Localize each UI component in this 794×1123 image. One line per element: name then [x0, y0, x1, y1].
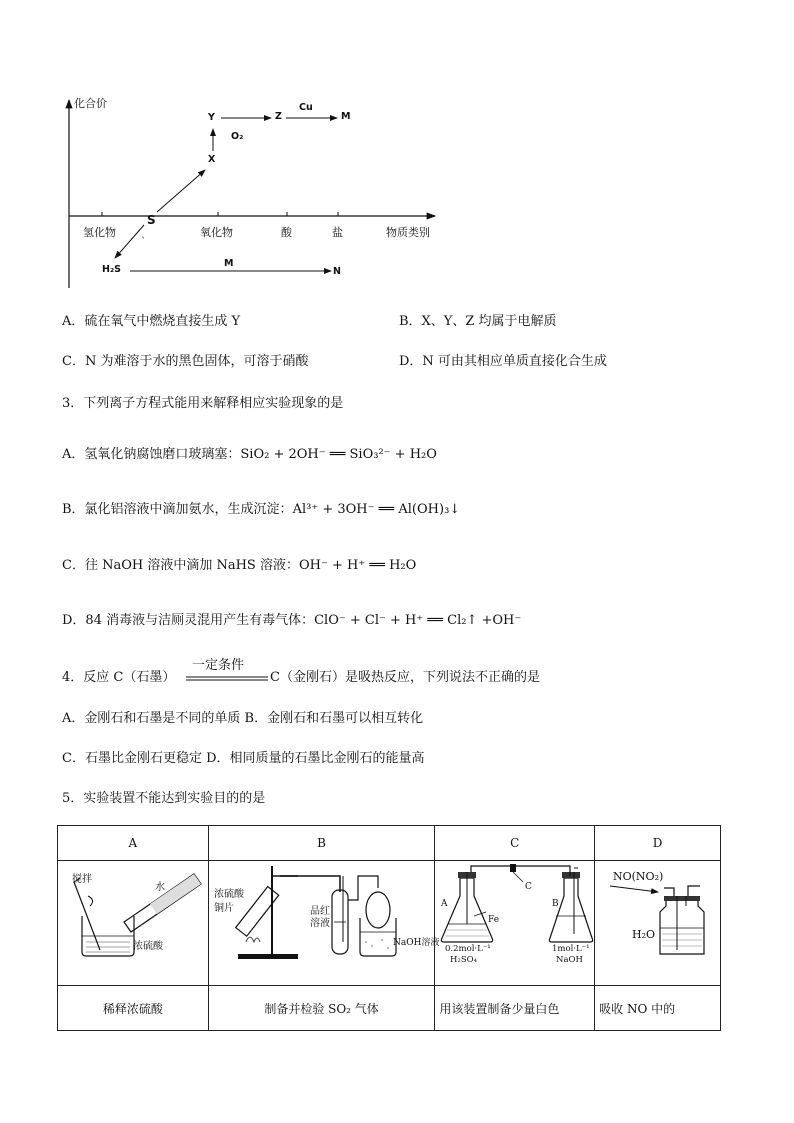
- q3-d-text: D．84 消毒液与洁厕灵混用产生有毒气体：: [62, 613, 315, 628]
- q3-c-text: C．往 NaOH 溶液中滴加 NaHS 溶液：: [62, 558, 299, 573]
- clamp: [510, 864, 516, 872]
- node-y: Y: [208, 112, 215, 123]
- category-oxide: 氧化物: [200, 226, 233, 239]
- label-stir: 搅拌: [72, 874, 92, 885]
- label-cu: Cu: [299, 102, 313, 113]
- safety-bulb: [366, 892, 390, 928]
- label-magenta-1: 品红: [310, 906, 330, 917]
- q2-option-c: C．N 为难溶于水的黑色固体，可溶于硝酸: [62, 354, 309, 369]
- node-h2s: H₂S: [102, 264, 121, 275]
- label-naoh-solution: NaOH溶液: [393, 938, 440, 948]
- q3-option-d: [62, 612, 521, 630]
- stirring-rod: [74, 882, 100, 950]
- caption-b: 制备并检验 SO₂ 气体: [208, 986, 435, 1031]
- q3-option-a: [62, 446, 437, 464]
- arrow-s-h2s: [115, 225, 144, 258]
- label-clamp-c: C: [525, 882, 532, 892]
- q2-option-d: D．N 可由其相应单质直接化合生成: [399, 354, 607, 369]
- q4-equal-sign: [186, 676, 268, 682]
- q3-stem: 3．下列离子方程式能用来解释相应实验现象的是: [62, 396, 344, 411]
- label-left-solute: H₂SO₄: [450, 955, 478, 965]
- label-water: 水: [155, 882, 165, 893]
- flask-b: [549, 878, 592, 942]
- q3-b-equation: Al³⁺ + 3OH⁻ ══ Al(OH)₃↓: [292, 502, 461, 517]
- caption-c: 用该装置制备少量白色: [435, 986, 595, 1031]
- q2-option-a: A．硫在氧气中燃烧直接生成 Y: [62, 314, 241, 329]
- label-o2: O₂: [231, 131, 244, 142]
- q3-d-equation: ClO⁻ + Cl⁻ + H⁺ ══ Cl₂↑ +OH⁻: [314, 613, 522, 628]
- q2-option-b: B．X、Y、Z 均属于电解质: [399, 314, 557, 329]
- caption-d: 吸收 NO 中的: [595, 986, 721, 1031]
- q3-c-equation: OH⁻ + H⁺ ══ H₂O: [298, 558, 417, 573]
- label-iron: Fe: [488, 915, 500, 925]
- label-copper: 铜片: [214, 903, 234, 914]
- q3-b-text: B．氯化铝溶液中滴加氨水，生成沉淀：: [62, 502, 293, 517]
- q4-options-ab: A．金刚石和石墨是不同的单质 B．金刚石和石墨可以相互转化: [62, 711, 424, 726]
- label-right-solute: NaOH: [556, 955, 583, 965]
- node-n: N: [333, 266, 341, 277]
- label-right-conc: 1mol·L⁻¹: [552, 944, 590, 954]
- q5-stem: 5．实验装置不能达到实验目的的是: [62, 791, 266, 806]
- q4-stem-prefix: 4．反应 C（石墨）: [62, 670, 176, 685]
- label-m: M: [224, 258, 234, 269]
- q3-a-text: A．氢氧化钠腐蚀磨口玻璃塞：: [62, 447, 241, 462]
- x-axis-label: 物质类别: [386, 226, 430, 239]
- label-left-conc: 0.2mol·L⁻¹: [445, 944, 491, 954]
- header-a: A: [58, 826, 209, 861]
- q3-option-b: [62, 501, 460, 519]
- label-water-d: H₂O: [632, 928, 656, 941]
- caption-a: 稀释浓硫酸: [58, 986, 209, 1031]
- node-x: X: [208, 154, 216, 165]
- q3-a-equation: SiO₂ + 2OH⁻ ══ SiO₃²⁻ + H₂O: [240, 447, 437, 462]
- q4-options-cd: C．石墨比金刚石更稳定 D．相同质量的石墨比金刚石的能量高: [62, 751, 425, 766]
- q3-option-c: [62, 557, 416, 575]
- tick-mark: ˋ: [141, 237, 146, 248]
- node-s: S: [147, 213, 156, 227]
- y-axis-label: 化合价: [74, 97, 107, 110]
- header-c: C: [435, 826, 595, 861]
- node-z: Z: [275, 111, 282, 122]
- q4-condition: 一定条件: [192, 658, 245, 673]
- category-acid: 酸: [281, 226, 292, 239]
- arrow-s-x: [157, 170, 205, 212]
- header-b: B: [208, 826, 435, 861]
- label-flask-a: A: [441, 899, 448, 909]
- valence-diagram: [55, 88, 455, 288]
- label-conc-acid-a: 浓硫酸: [133, 941, 163, 952]
- label-conc-acid-b: 浓硫酸: [214, 889, 244, 900]
- q4-stem-suffix: C（金刚石）是吸热反应，下列说法不正确的是: [270, 670, 540, 685]
- category-hydride: 氢化物: [83, 226, 116, 239]
- label-magenta-2: 溶液: [310, 918, 330, 929]
- node-m: M: [341, 111, 351, 122]
- label-flask-b: B: [552, 899, 559, 909]
- header-d: D: [595, 826, 721, 861]
- label-no-gas: NO(NO₂): [613, 870, 664, 883]
- category-salt: 盐: [332, 226, 343, 239]
